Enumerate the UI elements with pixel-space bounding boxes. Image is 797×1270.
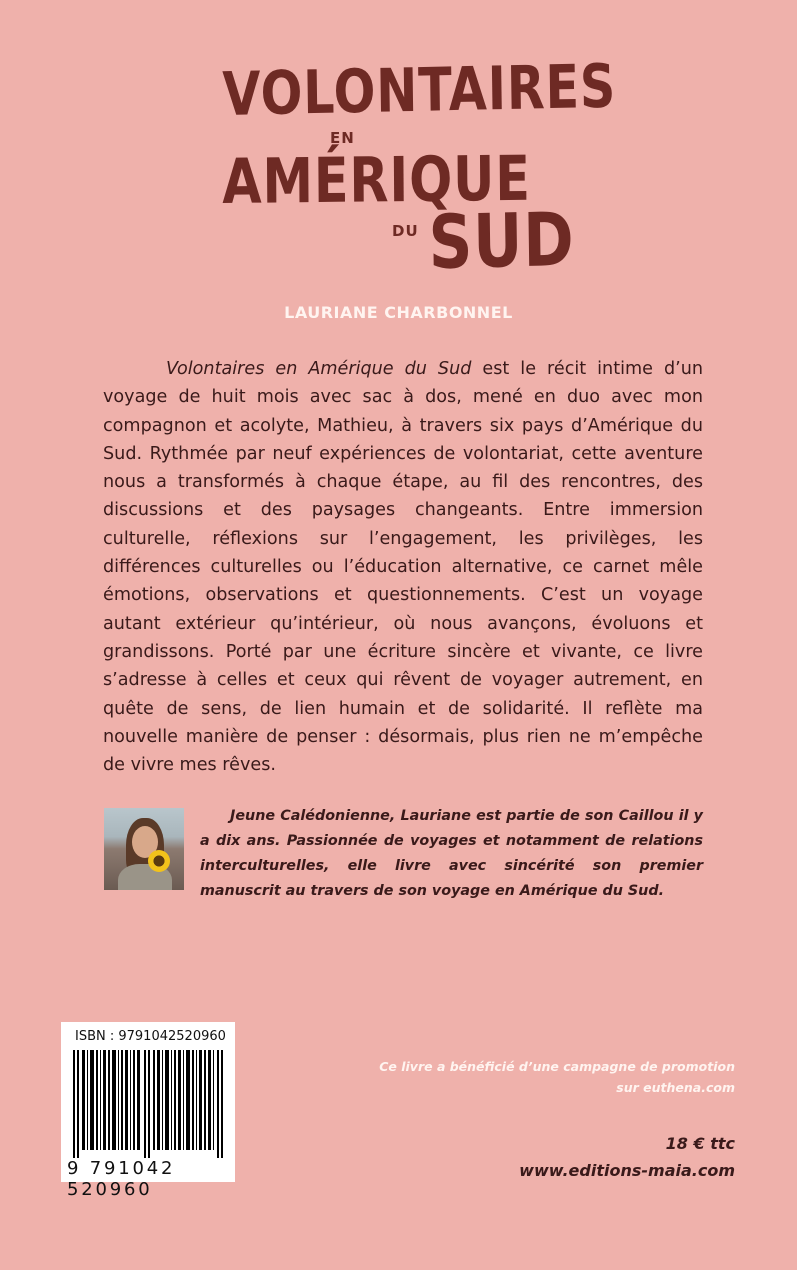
promo-line-2: sur euthena.com bbox=[616, 1080, 735, 1095]
title-word-du: DU bbox=[392, 222, 419, 240]
promo-line-1: Ce livre a bénéficié d’une campagne de promotion bbox=[379, 1059, 735, 1074]
promotion-note bbox=[379, 1056, 735, 1098]
title-line-volontaires: VOLONTAIRES bbox=[222, 51, 617, 130]
title-line-sud: SUD bbox=[428, 196, 576, 286]
blurb-lead-title: Volontaires en Amérique du Sud bbox=[166, 359, 472, 379]
author-photo bbox=[104, 808, 184, 890]
sunflower-icon bbox=[148, 850, 170, 872]
price-amount: 18 € ttc bbox=[665, 1134, 735, 1153]
back-cover-blurb bbox=[103, 355, 703, 779]
author-name: LAURIANE CHARBONNEL bbox=[284, 303, 513, 322]
book-title bbox=[0, 0, 797, 300]
price-block bbox=[519, 1130, 735, 1184]
publisher-website: www.editions-maia.com bbox=[519, 1161, 735, 1180]
author-bio: Jeune Calédonienne, Lauriane est partie de son Caillou il y a dix ans. Passionnée de voyages et notamment de relations interculturelles, elle livre avec sincérité son premier manuscrit au travers de son voyage en Amérique du Sud. bbox=[200, 808, 703, 899]
title-word-en: EN bbox=[330, 129, 355, 147]
barcode-bars bbox=[73, 1050, 225, 1158]
isbn-barcode bbox=[61, 1022, 235, 1200]
title-line-amerique: AMÉRIQUE bbox=[222, 141, 532, 218]
blurb-text: est le récit intime d’un voyage de huit mois avec sac à dos, mené en duo avec mon compagnon et acolyte, Mathieu, à travers six pays d’Amérique du Sud. Rythmée par neuf expériences de volontariat, cette aventure nous a transformés à chaque étape, au fil des rencontres, des discussions et des paysages changeants. Entre immersion culturelle, réflexions sur l’engagement, les privilèges, les différences culturelles ou l’éducation alternative, ce carnet mêle émotions, observations et questionnements. C’est un voyage autant extérieur qu’intérieur, où nous avançons, évoluons et grandissons. Porté par une écriture sincère et vivante, ce livre s’adresse à celles et ceux qui rêvent de voyager autrement, en quête de sens, de lien humain et de solidarité. Il reflète ma nouvelle manière de penser : désormais, plus rien ne m’empêche de vivre mes rêves. bbox=[103, 359, 704, 776]
isbn-label: ISBN : 9791042520960 bbox=[75, 1029, 226, 1044]
barcode-digits: 9 791042 520960 bbox=[67, 1158, 176, 1200]
